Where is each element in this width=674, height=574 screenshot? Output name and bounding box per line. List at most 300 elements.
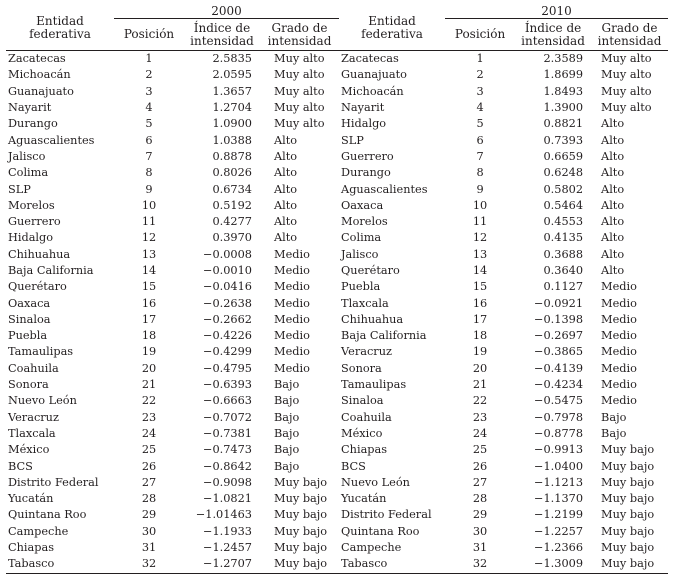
header-grado-line1: Grado de <box>271 20 328 35</box>
cell-indice-2000: −1.01463 <box>195 508 252 522</box>
cell-grado-2000: Bajo <box>274 378 300 392</box>
cell-indice-2010: 0.7393 <box>543 133 584 147</box>
header-indice-line1: Índice de <box>524 20 582 35</box>
cell-grado-2010: Medio <box>601 296 637 310</box>
cell-grado-2010: Medio <box>601 361 637 375</box>
cell-posicion-2000: 13 <box>141 247 157 261</box>
cell-posicion-2000: 17 <box>141 312 157 326</box>
cell-posicion-2010: 18 <box>472 329 488 343</box>
header-entidad-line1: Entidad <box>36 13 84 28</box>
cell-posicion-2010: 30 <box>472 524 488 538</box>
cell-entidad-2000: Tamaulipas <box>8 345 74 359</box>
cell-grado-2010: Medio <box>601 280 637 294</box>
cell-grado-2000: Muy bajo <box>260 556 339 573</box>
table-row <box>6 279 668 295</box>
cell-indice-2000: −0.8642 <box>203 459 252 473</box>
cell-indice-2010: −1.0400 <box>534 459 584 473</box>
header-entidad-line2: federativa <box>361 26 423 41</box>
table-row <box>6 426 668 442</box>
table-row <box>6 263 668 279</box>
cell-grado-2000: Alto <box>274 149 298 163</box>
table-row <box>6 149 668 165</box>
cell-grado-2010: Muy bajo <box>601 508 655 522</box>
cell-grado-2010: Medio <box>601 378 637 392</box>
cell-indice-2010: 0.5464 <box>543 198 584 212</box>
cell-posicion-2000: 32 <box>114 556 184 573</box>
table-row <box>6 393 668 409</box>
cell-posicion-2000: 25 <box>141 443 157 457</box>
table-row <box>6 524 668 540</box>
cell-posicion-2000: 29 <box>141 508 157 522</box>
cell-indice-2010: −1.3009 <box>515 556 591 573</box>
column-header-indice-2000 <box>184 19 260 51</box>
cell-entidad-2000: Yucatán <box>8 492 54 506</box>
cell-grado-2010: Medio <box>601 345 637 359</box>
cell-grado-2010: Muy bajo <box>601 541 655 555</box>
cell-entidad-2010: Chiapas <box>341 443 388 457</box>
cell-grado-2010: Alto <box>601 264 625 277</box>
cell-grado-2010: Medio <box>601 329 637 343</box>
cell-posicion-2010: 1 <box>476 52 484 66</box>
cell-posicion-2010: 25 <box>472 443 488 457</box>
table-row <box>6 377 668 393</box>
cell-posicion-2000: 8 <box>145 166 153 180</box>
cell-entidad-2010: Distrito Federal <box>341 508 432 522</box>
table-row <box>6 361 668 377</box>
cell-grado-2010: Alto <box>601 231 625 245</box>
table-row <box>6 165 668 181</box>
table-row <box>6 540 668 556</box>
column-header-grado-2010 <box>591 19 668 51</box>
cell-indice-2000: 0.8878 <box>212 149 252 163</box>
cell-entidad-2010: Guerrero <box>341 149 394 163</box>
cell-posicion-2000: 20 <box>141 361 157 375</box>
cell-posicion-2000: 7 <box>145 149 153 163</box>
cell-indice-2010: 0.4553 <box>543 215 584 229</box>
cell-indice-2010: 0.1127 <box>543 280 584 294</box>
cell-indice-2010: 0.5802 <box>543 182 584 196</box>
table-row <box>6 181 668 197</box>
cell-indice-2010: −0.7978 <box>534 410 584 424</box>
cell-posicion-2010: 19 <box>472 345 488 359</box>
cell-entidad-2000: Nuevo León <box>8 394 77 408</box>
cell-indice-2010: −1.1370 <box>534 492 584 506</box>
column-header-indice-2010 <box>515 19 591 51</box>
table-row <box>6 247 668 263</box>
cell-entidad-2000: Sonora <box>8 378 49 392</box>
cell-entidad-2000: Michoacán <box>8 68 71 82</box>
cell-indice-2000: −0.7473 <box>203 443 252 457</box>
cell-posicion-2010: 11 <box>472 215 488 229</box>
cell-indice-2010: −0.4234 <box>534 378 584 392</box>
cell-indice-2010: −1.2199 <box>534 508 584 522</box>
cell-entidad-2010: Sinaloa <box>341 394 384 408</box>
cell-posicion-2000: 2 <box>145 68 153 82</box>
cell-posicion-2010: 9 <box>476 182 484 196</box>
cell-entidad-2010: Sonora <box>341 361 382 375</box>
cell-grado-2000: Bajo <box>274 459 300 473</box>
table-row <box>6 84 668 100</box>
header-entidad-line2: federativa <box>29 26 91 41</box>
column-header-grado-2000 <box>260 19 339 51</box>
table-body <box>6 51 668 574</box>
cell-grado-2010: Muy alto <box>601 52 652 66</box>
cell-entidad-2000: Oaxaca <box>8 296 51 310</box>
cell-indice-2010: 0.6248 <box>543 166 584 180</box>
cell-posicion-2010: 8 <box>476 166 484 180</box>
cell-posicion-2010: 21 <box>472 378 488 392</box>
table-header <box>6 5 668 51</box>
cell-grado-2010: Alto <box>601 182 625 196</box>
cell-grado-2000: Muy bajo <box>274 475 328 489</box>
cell-posicion-2010: 32 <box>445 556 515 573</box>
cell-entidad-2010: Morelos <box>341 215 388 229</box>
cell-grado-2010: Alto <box>601 117 625 131</box>
cell-posicion-2000: 27 <box>141 475 157 489</box>
cell-posicion-2000: 16 <box>141 296 157 310</box>
table-row <box>6 491 668 507</box>
cell-entidad-2000: Durango <box>8 117 58 131</box>
cell-grado-2010: Alto <box>601 166 625 180</box>
cell-grado-2000: Alto <box>274 198 298 212</box>
cell-indice-2010: −1.2366 <box>534 541 584 555</box>
cell-grado-2010: Muy bajo <box>601 475 655 489</box>
header-entidad-line1: Entidad <box>368 13 416 28</box>
table-row <box>6 198 668 214</box>
cell-entidad-2010: BCS <box>341 459 366 473</box>
cell-indice-2000: −0.0008 <box>203 247 252 261</box>
cell-indice-2000: 1.0388 <box>212 133 252 147</box>
cell-entidad-2000: Querétaro <box>8 280 67 294</box>
cell-posicion-2010: 6 <box>476 133 484 147</box>
cell-indice-2000: −1.0821 <box>203 492 252 506</box>
cell-entidad-2000: Aguascalientes <box>8 133 95 147</box>
cell-grado-2000: Medio <box>274 247 310 261</box>
year-header-2010: 2010 <box>445 5 668 19</box>
column-header-entidad-2010 <box>339 5 445 51</box>
cell-posicion-2010: 4 <box>476 101 484 115</box>
cell-posicion-2000: 6 <box>145 133 153 147</box>
table-row <box>6 328 668 344</box>
cell-indice-2000: −0.0416 <box>203 280 252 294</box>
cell-posicion-2000: 26 <box>141 459 157 473</box>
table-row <box>6 475 668 491</box>
cell-entidad-2010: Guanajuato <box>341 68 407 82</box>
cell-indice-2010: 0.3640 <box>543 264 584 277</box>
cell-posicion-2010: 16 <box>472 296 488 310</box>
cell-indice-2000: −0.4299 <box>203 345 252 359</box>
cell-grado-2010: Alto <box>601 133 625 147</box>
cell-indice-2010: −0.8778 <box>534 426 584 440</box>
cell-posicion-2000: 30 <box>141 524 157 538</box>
cell-indice-2010: −1.2257 <box>534 524 584 538</box>
cell-posicion-2000: 4 <box>145 101 153 115</box>
cell-grado-2000: Muy alto <box>274 52 325 66</box>
header-indice-line2: intensidad <box>521 33 585 48</box>
cell-posicion-2000: 22 <box>141 394 157 408</box>
cell-indice-2010: −0.4139 <box>534 361 584 375</box>
cell-grado-2010: Muy bajo <box>601 443 655 457</box>
cell-indice-2010: 0.3688 <box>543 247 584 261</box>
cell-entidad-2010: Nuevo León <box>341 475 410 489</box>
cell-indice-2000: −1.1933 <box>203 524 252 538</box>
cell-posicion-2000: 14 <box>141 264 157 277</box>
cell-grado-2000: Alto <box>274 215 298 229</box>
cell-indice-2010: 1.3900 <box>543 101 584 115</box>
table-row <box>6 442 668 458</box>
cell-entidad-2000: Chihuahua <box>8 247 71 261</box>
cell-posicion-2010: 28 <box>472 492 488 506</box>
cell-grado-2010: Muy alto <box>601 84 652 98</box>
cell-grado-2010: Muy bajo <box>601 459 655 473</box>
cell-entidad-2010: Chihuahua <box>341 312 404 326</box>
cell-indice-2000: −0.2638 <box>203 296 252 310</box>
cell-entidad-2010: Yucatán <box>341 492 387 506</box>
cell-grado-2010: Bajo <box>601 426 627 440</box>
cell-indice-2000: −0.0010 <box>203 264 252 277</box>
cell-entidad-2000: Zacatecas <box>8 52 66 66</box>
cell-entidad-2000: Jalisco <box>8 149 46 163</box>
intensity-table-document <box>6 5 668 574</box>
cell-entidad-2000: Veracruz <box>8 410 59 424</box>
cell-posicion-2000: 23 <box>141 410 157 424</box>
cell-grado-2000: Muy alto <box>274 84 325 98</box>
intensity-table <box>6 5 668 574</box>
cell-grado-2010: Alto <box>601 149 625 163</box>
table-row <box>6 132 668 148</box>
cell-indice-2010: 0.4135 <box>543 231 584 245</box>
cell-posicion-2010: 24 <box>472 426 488 440</box>
cell-entidad-2000: Guerrero <box>8 215 61 229</box>
cell-posicion-2010: 5 <box>476 117 484 131</box>
cell-posicion-2000: 11 <box>141 215 157 229</box>
cell-indice-2010: 1.8699 <box>543 68 584 82</box>
cell-entidad-2010: Baja California <box>341 329 427 343</box>
cell-grado-2000: Muy alto <box>274 101 325 115</box>
cell-posicion-2010: 20 <box>472 361 488 375</box>
cell-posicion-2000: 3 <box>145 84 153 98</box>
cell-entidad-2010: Quintana Roo <box>341 524 420 538</box>
cell-indice-2000: −0.6663 <box>203 394 252 408</box>
cell-indice-2000: −0.2662 <box>203 312 252 326</box>
year-header-2000: 2000 <box>114 5 339 19</box>
cell-entidad-2010: Hidalgo <box>341 117 387 131</box>
cell-grado-2000: Muy bajo <box>274 541 328 555</box>
cell-posicion-2000: 21 <box>141 378 157 392</box>
cell-entidad-2010: Michoacán <box>341 84 404 98</box>
cell-entidad-2010: Veracruz <box>341 345 392 359</box>
cell-indice-2000: −1.2707 <box>184 556 260 573</box>
cell-indice-2010: 2.3589 <box>543 52 584 66</box>
cell-indice-2000: −0.9098 <box>203 475 252 489</box>
cell-grado-2000: Medio <box>274 345 310 359</box>
cell-entidad-2010: Zacatecas <box>341 52 399 66</box>
cell-grado-2000: Alto <box>274 182 298 196</box>
cell-posicion-2010: 23 <box>472 410 488 424</box>
cell-indice-2000: −0.4795 <box>203 361 252 375</box>
cell-entidad-2010: Tlaxcala <box>341 296 389 310</box>
cell-entidad-2000: SLP <box>8 182 31 196</box>
cell-posicion-2010: 10 <box>472 198 488 212</box>
cell-grado-2010: Bajo <box>601 410 627 424</box>
cell-entidad-2010: Nayarit <box>341 101 385 115</box>
column-header-posicion-2010: Posición <box>445 19 515 51</box>
cell-grado-2000: Muy bajo <box>274 492 328 506</box>
cell-grado-2000: Alto <box>274 166 298 180</box>
cell-entidad-2000: Morelos <box>8 198 55 212</box>
cell-grado-2000: Muy alto <box>274 68 325 82</box>
cell-entidad-2010: Tamaulipas <box>341 378 407 392</box>
table-row <box>6 230 668 246</box>
cell-indice-2000: 0.3970 <box>212 231 252 245</box>
table-row <box>6 312 668 328</box>
cell-posicion-2010: 7 <box>476 149 484 163</box>
cell-grado-2000: Bajo <box>274 426 300 440</box>
cell-entidad-2010: SLP <box>341 133 364 147</box>
cell-indice-2000: 1.3657 <box>212 84 252 98</box>
cell-posicion-2000: 10 <box>141 198 157 212</box>
table-row <box>6 116 668 132</box>
cell-indice-2010: −0.9913 <box>534 443 584 457</box>
table-row <box>6 410 668 426</box>
cell-entidad-2000: Sinaloa <box>8 312 51 326</box>
cell-posicion-2010: 22 <box>472 394 488 408</box>
cell-posicion-2010: 26 <box>472 459 488 473</box>
cell-posicion-2010: 31 <box>472 541 488 555</box>
cell-entidad-2000: Coahuila <box>8 361 59 375</box>
cell-grado-2000: Muy bajo <box>274 508 328 522</box>
cell-indice-2000: 0.6734 <box>212 182 252 196</box>
cell-grado-2000: Bajo <box>274 443 300 457</box>
cell-grado-2000: Bajo <box>274 394 300 408</box>
cell-indice-2000: 0.5192 <box>212 198 252 212</box>
cell-indice-2000: −0.4226 <box>203 329 252 343</box>
cell-entidad-2010: Aguascalientes <box>341 182 428 196</box>
cell-indice-2000: −0.6393 <box>203 378 252 392</box>
cell-posicion-2000: 5 <box>145 117 153 131</box>
header-grado-line2: intensidad <box>597 33 662 48</box>
cell-entidad-2000: Campeche <box>8 524 69 538</box>
cell-entidad-2010: Oaxaca <box>341 198 384 212</box>
cell-entidad-2000: México <box>8 443 50 457</box>
cell-indice-2000: 0.4277 <box>212 215 252 229</box>
cell-entidad-2010: Colima <box>341 231 382 245</box>
table-row <box>6 51 668 68</box>
cell-indice-2000: −0.7072 <box>203 410 252 424</box>
cell-entidad-2000: Baja California <box>8 264 94 277</box>
cell-entidad-2000: Tlaxcala <box>8 426 56 440</box>
cell-indice-2000: 2.0595 <box>212 68 252 82</box>
cell-indice-2010: −0.0921 <box>534 296 584 310</box>
cell-entidad-2000: Guanajuato <box>8 84 74 98</box>
header-grado-line1: Grado de <box>601 20 658 35</box>
cell-entidad-2000: Puebla <box>8 329 48 343</box>
cell-indice-2000: 2.5835 <box>212 52 252 66</box>
cell-grado-2000: Bajo <box>274 410 300 424</box>
cell-grado-2000: Medio <box>274 280 310 294</box>
cell-posicion-2010: 15 <box>472 280 488 294</box>
cell-posicion-2000: 9 <box>145 182 153 196</box>
cell-entidad-2000: BCS <box>8 459 33 473</box>
table-row <box>6 67 668 83</box>
cell-entidad-2000: Hidalgo <box>8 231 54 245</box>
cell-indice-2000: 0.8026 <box>212 166 252 180</box>
cell-posicion-2000: 1 <box>145 52 153 66</box>
cell-entidad-2010: Jalisco <box>341 247 379 261</box>
cell-indice-2010: −1.1213 <box>534 475 584 489</box>
cell-grado-2000: Medio <box>274 312 310 326</box>
cell-grado-2000: Medio <box>274 264 310 277</box>
cell-grado-2010: Muy bajo <box>591 556 668 573</box>
cell-grado-2010: Muy bajo <box>601 492 655 506</box>
cell-grado-2010: Alto <box>601 247 625 261</box>
cell-entidad-2010: Tabasco <box>339 556 445 573</box>
cell-indice-2010: −0.5475 <box>534 394 584 408</box>
cell-grado-2010: Alto <box>601 198 625 212</box>
cell-indice-2000: −0.7381 <box>203 426 252 440</box>
cell-posicion-2010: 29 <box>472 508 488 522</box>
cell-grado-2000: Medio <box>274 361 310 375</box>
cell-indice-2000: 1.2704 <box>212 101 252 115</box>
cell-indice-2000: 1.0900 <box>212 117 252 131</box>
cell-indice-2000: −1.2457 <box>203 541 252 555</box>
table-row <box>6 458 668 474</box>
cell-indice-2010: −0.1398 <box>534 312 584 326</box>
column-header-entidad-2000 <box>6 5 114 51</box>
header-grado-line2: intensidad <box>267 33 332 48</box>
cell-posicion-2000: 12 <box>141 231 157 245</box>
cell-entidad-2000: Colima <box>8 166 49 180</box>
cell-grado-2000: Muy alto <box>274 117 325 131</box>
header-indice-line2: intensidad <box>190 33 254 48</box>
cell-grado-2010: Muy alto <box>601 101 652 115</box>
cell-entidad-2010: Campeche <box>341 541 402 555</box>
cell-entidad-2010: Coahuila <box>341 410 392 424</box>
table-row <box>6 507 668 523</box>
cell-grado-2000: Medio <box>274 296 310 310</box>
cell-indice-2010: 1.8493 <box>543 84 584 98</box>
cell-indice-2010: 0.6659 <box>543 149 584 163</box>
cell-posicion-2000: 24 <box>141 426 157 440</box>
cell-entidad-2010: Querétaro <box>341 264 400 277</box>
cell-grado-2000: Alto <box>274 231 298 245</box>
cell-grado-2010: Medio <box>601 312 637 326</box>
cell-posicion-2010: 13 <box>472 247 488 261</box>
cell-entidad-2000: Distrito Federal <box>8 475 99 489</box>
table-row <box>6 295 668 311</box>
cell-posicion-2000: 18 <box>141 329 157 343</box>
cell-posicion-2010: 3 <box>476 84 484 98</box>
cell-posicion-2010: 2 <box>476 68 484 82</box>
cell-entidad-2010: Durango <box>341 166 391 180</box>
cell-entidad-2000: Nayarit <box>8 101 52 115</box>
cell-entidad-2010: Puebla <box>341 280 381 294</box>
table-row <box>6 214 668 230</box>
cell-indice-2010: 0.8821 <box>543 117 584 131</box>
cell-entidad-2000: Tabasco <box>6 556 114 573</box>
column-header-posicion-2000: Posición <box>114 19 184 51</box>
cell-grado-2010: Alto <box>601 215 625 229</box>
cell-grado-2000: Alto <box>274 133 298 147</box>
cell-posicion-2000: 19 <box>141 345 157 359</box>
cell-entidad-2000: Chiapas <box>8 541 55 555</box>
table-row <box>6 556 668 573</box>
cell-posicion-2010: 12 <box>472 231 488 245</box>
cell-posicion-2000: 28 <box>141 492 157 506</box>
cell-posicion-2000: 31 <box>141 541 157 555</box>
table-row <box>6 100 668 116</box>
cell-posicion-2010: 27 <box>472 475 488 489</box>
